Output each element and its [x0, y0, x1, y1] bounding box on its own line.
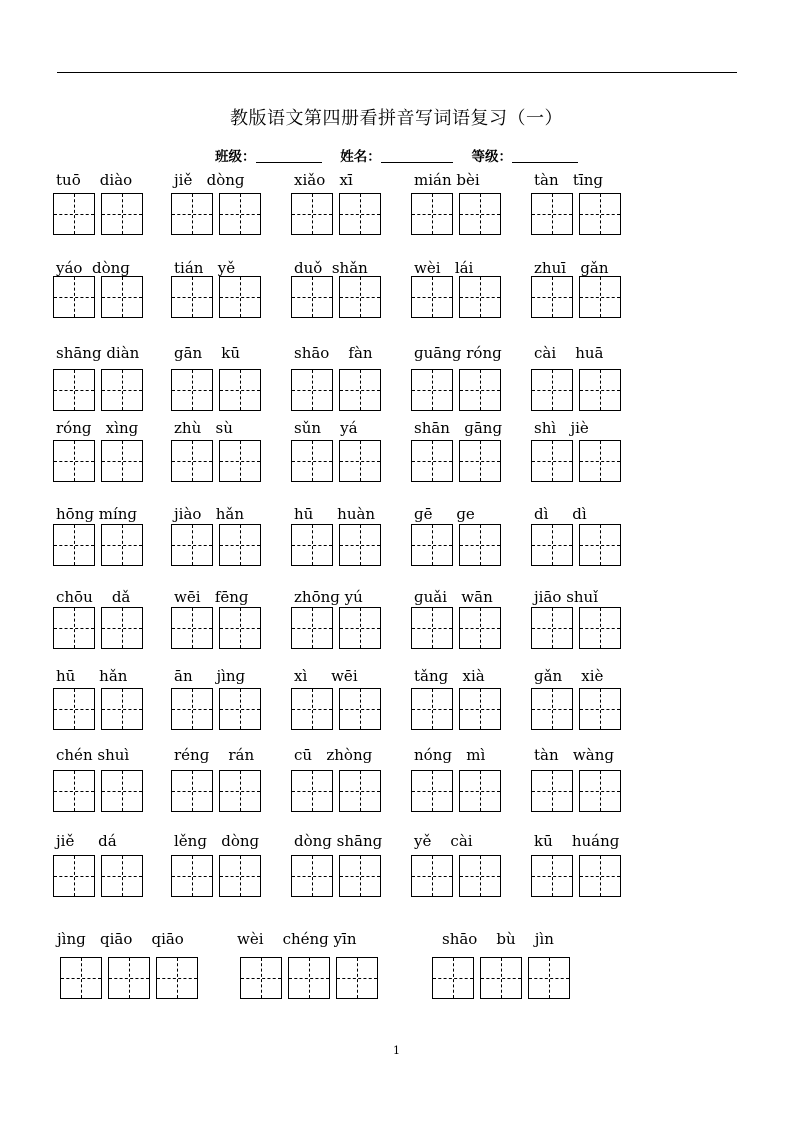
character-box[interactable]: [531, 770, 573, 812]
character-box[interactable]: [459, 276, 501, 318]
pinyin-prompt: hū hǎn: [56, 667, 128, 685]
student-info-line: [0, 145, 793, 165]
character-box[interactable]: [411, 369, 453, 411]
pinyin-prompt: cài huā: [534, 344, 604, 362]
character-box[interactable]: [219, 607, 261, 649]
character-box[interactable]: [459, 770, 501, 812]
pinyin-prompt: tàn wànɡ: [534, 746, 614, 764]
character-box[interactable]: [531, 440, 573, 482]
pinyin-prompt: zhōnɡ yú: [294, 588, 363, 606]
character-box[interactable]: [528, 957, 570, 999]
character-box[interactable]: [219, 855, 261, 897]
character-box[interactable]: [291, 440, 333, 482]
character-box[interactable]: [101, 855, 143, 897]
character-box[interactable]: [101, 770, 143, 812]
character-box[interactable]: [339, 193, 381, 235]
character-box[interactable]: [53, 855, 95, 897]
character-box[interactable]: [339, 276, 381, 318]
pinyin-prompt: ɡuǎi wān: [414, 588, 493, 606]
character-box[interactable]: [291, 855, 333, 897]
pinyin-prompt: nónɡ mì: [414, 746, 486, 764]
character-box[interactable]: [459, 369, 501, 411]
character-box[interactable]: [339, 770, 381, 812]
character-box[interactable]: [219, 524, 261, 566]
pinyin-prompt: shāo fàn: [294, 344, 373, 362]
character-box[interactable]: [219, 369, 261, 411]
pinyin-prompt: jiě dònɡ: [174, 171, 245, 189]
character-box[interactable]: [579, 369, 621, 411]
pinyin-prompt: hū huàn: [294, 505, 376, 523]
character-box[interactable]: [339, 688, 381, 730]
character-box[interactable]: [531, 524, 573, 566]
character-box[interactable]: [579, 276, 621, 318]
character-box[interactable]: [240, 957, 282, 999]
pinyin-prompt: mián bèi: [414, 171, 480, 189]
character-box[interactable]: [101, 607, 143, 649]
character-box[interactable]: [171, 524, 213, 566]
character-box[interactable]: [339, 855, 381, 897]
pinyin-prompt: tuō diào: [56, 171, 133, 189]
pinyin-prompt: shāo bù jìn: [442, 930, 554, 948]
character-box[interactable]: [171, 369, 213, 411]
name-label: 姓名：: [340, 149, 381, 165]
character-box[interactable]: [411, 193, 453, 235]
pinyin-prompt: shān ɡānɡ: [414, 419, 503, 437]
character-box[interactable]: [339, 524, 381, 566]
character-box[interactable]: [219, 688, 261, 730]
pinyin-prompt: yáo dònɡ: [56, 259, 130, 277]
pinyin-prompt: rónɡ xìnɡ: [56, 419, 139, 437]
character-box[interactable]: [411, 440, 453, 482]
character-box[interactable]: [459, 607, 501, 649]
character-box[interactable]: [531, 276, 573, 318]
pinyin-prompt: tǎnɡ xià: [414, 667, 485, 685]
character-box[interactable]: [459, 688, 501, 730]
character-box[interactable]: [53, 607, 95, 649]
character-box[interactable]: [171, 770, 213, 812]
pinyin-prompt: duǒ shǎn: [294, 259, 368, 277]
page-number: 1: [393, 1044, 400, 1057]
character-box[interactable]: [531, 688, 573, 730]
character-box[interactable]: [579, 524, 621, 566]
character-box[interactable]: [171, 855, 213, 897]
character-box[interactable]: [53, 193, 95, 235]
character-box[interactable]: [579, 440, 621, 482]
character-box[interactable]: [291, 770, 333, 812]
pinyin-prompt: xiǎo xī: [294, 171, 353, 189]
class-field[interactable]: [256, 148, 322, 163]
character-box[interactable]: [171, 276, 213, 318]
character-box[interactable]: [219, 770, 261, 812]
pinyin-prompt: wèi chénɡ yīn: [237, 930, 357, 948]
character-box[interactable]: [459, 193, 501, 235]
character-box[interactable]: [53, 440, 95, 482]
character-box[interactable]: [219, 276, 261, 318]
character-box[interactable]: [101, 369, 143, 411]
character-box[interactable]: [53, 369, 95, 411]
pinyin-prompt: jiào hǎn: [174, 505, 244, 523]
character-box[interactable]: [53, 276, 95, 318]
character-box[interactable]: [156, 957, 198, 999]
character-box[interactable]: [579, 193, 621, 235]
character-box[interactable]: [219, 193, 261, 235]
pinyin-prompt: shāng diàn: [56, 344, 140, 362]
pinyin-prompt: ān jìnɡ: [174, 667, 246, 685]
character-box[interactable]: [480, 957, 522, 999]
character-box[interactable]: [101, 688, 143, 730]
character-box[interactable]: [339, 607, 381, 649]
pinyin-prompt: jiě dá: [56, 832, 117, 850]
character-box[interactable]: [291, 276, 333, 318]
pinyin-prompt: jìnɡ qiāo qiāo: [57, 930, 184, 948]
pinyin-prompt: jiāo shuǐ: [534, 588, 599, 606]
grade-label: 等级：: [471, 149, 512, 165]
pinyin-prompt: cū zhònɡ: [294, 746, 373, 764]
character-box[interactable]: [336, 957, 378, 999]
character-box[interactable]: [60, 957, 102, 999]
character-box[interactable]: [579, 688, 621, 730]
pinyin-prompt: gān kū: [174, 344, 241, 362]
pinyin-prompt: zhù sù: [174, 419, 233, 437]
pinyin-prompt: ɡǎn xiè: [534, 667, 604, 685]
page-title: 教版语文第四册看拼音写词语复习（一）: [230, 108, 563, 129]
character-box[interactable]: [219, 440, 261, 482]
character-box[interactable]: [459, 855, 501, 897]
character-box[interactable]: [171, 193, 213, 235]
pinyin-prompt: dì dì: [534, 505, 587, 523]
pinyin-prompt: tián yě: [174, 259, 236, 277]
character-box[interactable]: [411, 688, 453, 730]
pinyin-prompt: rénɡ rán: [174, 746, 255, 764]
pinyin-prompt: xì wēi: [294, 667, 358, 685]
character-box[interactable]: [171, 440, 213, 482]
pinyin-prompt: yě cài: [414, 832, 473, 850]
character-box[interactable]: [432, 957, 474, 999]
character-box[interactable]: [291, 193, 333, 235]
character-box[interactable]: [531, 607, 573, 649]
character-box[interactable]: [411, 276, 453, 318]
character-box[interactable]: [291, 688, 333, 730]
character-box[interactable]: [411, 855, 453, 897]
character-box[interactable]: [101, 440, 143, 482]
pinyin-prompt: chōu dǎ: [56, 588, 131, 606]
pinyin-prompt: ɡuānɡ rónɡ: [414, 344, 502, 362]
pinyin-prompt: shì jiè: [534, 419, 589, 437]
pinyin-prompt: tàn tīnɡ: [534, 171, 604, 189]
character-box[interactable]: [411, 524, 453, 566]
character-box[interactable]: [579, 607, 621, 649]
character-box[interactable]: [579, 770, 621, 812]
pinyin-prompt: lěnɡ dònɡ: [174, 832, 260, 850]
character-box[interactable]: [459, 440, 501, 482]
character-box[interactable]: [531, 855, 573, 897]
pinyin-prompt: zhuī gǎn: [534, 259, 609, 277]
header-rule: [57, 72, 737, 73]
character-box[interactable]: [339, 369, 381, 411]
pinyin-prompt: kū huánɡ: [534, 832, 620, 850]
character-box[interactable]: [53, 524, 95, 566]
character-box[interactable]: [531, 369, 573, 411]
character-box[interactable]: [291, 369, 333, 411]
character-box[interactable]: [171, 607, 213, 649]
class-label: 班级：: [215, 149, 256, 165]
name-field[interactable]: [381, 148, 453, 163]
character-box[interactable]: [288, 957, 330, 999]
character-box[interactable]: [459, 524, 501, 566]
pinyin-prompt: hōnɡ mínɡ: [56, 505, 138, 523]
character-box[interactable]: [108, 957, 150, 999]
character-box[interactable]: [339, 440, 381, 482]
grade-field[interactable]: [512, 148, 578, 163]
character-box[interactable]: [579, 855, 621, 897]
character-box[interactable]: [53, 688, 95, 730]
character-box[interactable]: [171, 688, 213, 730]
pinyin-prompt: wèi lái: [414, 259, 474, 277]
pinyin-prompt: sǔn yá: [294, 419, 358, 437]
pinyin-prompt: chén shuì: [56, 746, 130, 764]
pinyin-prompt: dònɡ shānɡ: [294, 832, 383, 850]
character-box[interactable]: [101, 193, 143, 235]
character-box[interactable]: [291, 524, 333, 566]
character-box[interactable]: [291, 607, 333, 649]
character-box[interactable]: [531, 193, 573, 235]
character-box[interactable]: [101, 276, 143, 318]
character-box[interactable]: [53, 770, 95, 812]
character-box[interactable]: [411, 607, 453, 649]
pinyin-prompt: ɡē ɡe: [414, 505, 475, 523]
character-box[interactable]: [411, 770, 453, 812]
character-box[interactable]: [101, 524, 143, 566]
pinyin-prompt: wēi fēnɡ: [174, 588, 249, 606]
